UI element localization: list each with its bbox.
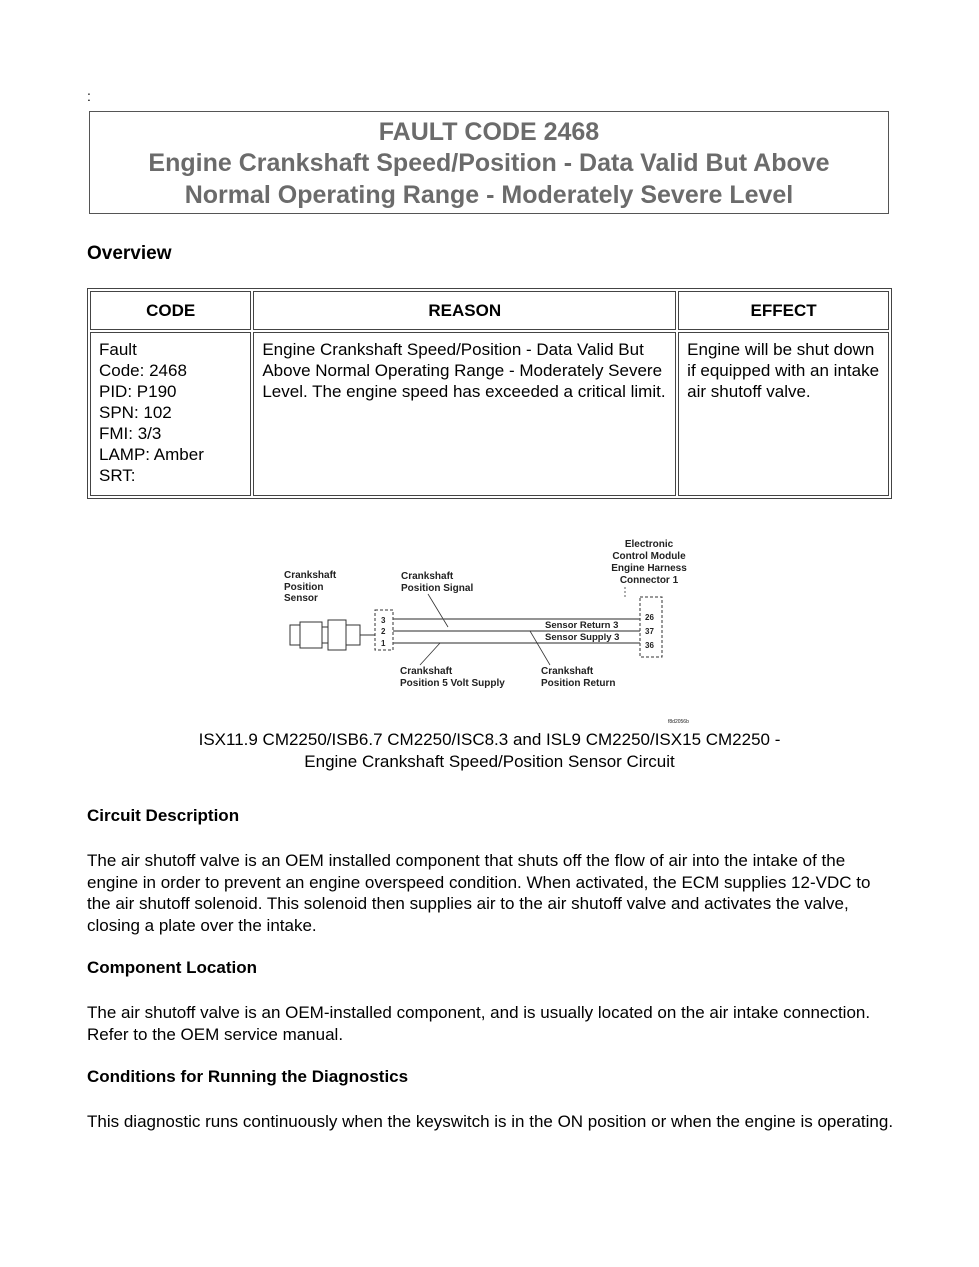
header-effect: EFFECT (678, 291, 889, 330)
signal-label-1: Crankshaft (401, 571, 454, 582)
ecm-label-3: Engine Harness (611, 563, 687, 574)
fault-title-box (89, 111, 889, 214)
caption-line-2: Engine Crankshaft Speed/Position Sensor Circuit (304, 752, 675, 771)
circuit-diagram (280, 535, 700, 725)
fault-title-line-3: Normal Operating Range - Moderately Severe Level (184, 181, 794, 209)
overview-heading: Overview (87, 243, 172, 264)
sensor-return-label: Sensor Return 3 (545, 620, 619, 631)
figure-id: f8d2056b (668, 719, 689, 725)
figure-caption (87, 729, 892, 773)
ecm-label-2: Control Module (612, 551, 686, 562)
fault-title-line-2: Engine Crankshaft Speed/Position - Data Valid But Above (148, 149, 830, 177)
cell-reason: Engine Crankshaft Speed/Position - Data Valid But Above Normal Operating Range - Moderately Severe Level. The engine speed has exceeded a critical limit. (253, 332, 676, 496)
posreturn-label-1: Crankshaft (541, 666, 594, 677)
ecm-pin-37: 37 (645, 627, 654, 636)
sensor-label-1: Crankshaft (284, 570, 337, 581)
signal-label-2: Position Signal (401, 583, 474, 594)
posreturn-label-2: Position Return (541, 678, 616, 689)
overview-table (87, 288, 892, 499)
pin-3: 3 (381, 616, 386, 625)
cell-code: Fault Code: 2468 PID: P190 SPN: 102 FMI: 3/3 LAMP: Amber SRT: (90, 332, 251, 496)
conditions-heading: Conditions for Running the Diagnostics (87, 1067, 409, 1086)
pin-2: 2 (381, 627, 386, 636)
ecm-label-4: Connector 1 (619, 575, 679, 586)
supply5-label-2: Position 5 Volt Supply (400, 678, 505, 689)
ecm-label-1: Electronic (624, 539, 674, 550)
component-location-heading: Component Location (87, 958, 257, 977)
pin-1: 1 (381, 639, 386, 648)
page-colon: : (87, 88, 91, 104)
circuit-description-text: The air shutoff valve is an OEM installed component that shuts off the flow of air into the intake of the engine in order to prevent an engine overspeed condition. When activated, the ECM supplies 12-VDC to the air shutoff solenoid. This solenoid then supplies air to the air shutoff valve and activates the valve, closing a plate over the intake. (87, 851, 871, 935)
conditions-text: This diagnostic runs continuously when the keyswitch is in the ON position or when the engine is operating. (87, 1112, 894, 1131)
sensor-label-2: Position (284, 582, 324, 593)
supply5-label-1: Crankshaft (400, 666, 453, 677)
component-location-text: The air shutoff valve is an OEM-installed component, and is usually located on the air intake connection. Refer to the OEM service manual. (87, 1003, 871, 1044)
sensor-label-3: Sensor (284, 593, 318, 604)
ecm-pin-26: 26 (645, 613, 654, 622)
table-row (90, 332, 889, 496)
header-code: CODE (90, 291, 251, 330)
table-header-row (90, 291, 889, 330)
fault-code-title: FAULT CODE 2468 (378, 118, 600, 146)
header-reason: REASON (253, 291, 676, 330)
sensor-supply-label: Sensor Supply 3 (545, 632, 620, 643)
ecm-pin-36: 36 (645, 641, 654, 650)
crankshaft-sensor-icon (290, 620, 375, 650)
caption-line-1: ISX11.9 CM2250/ISB6.7 CM2250/ISC8.3 and ISL9 CM2250/ISX15 CM2250 - (198, 730, 781, 749)
cell-effect: Engine will be shut down if equipped with an intake air shutoff valve. (678, 332, 889, 496)
circuit-description-heading: Circuit Description (87, 806, 240, 825)
